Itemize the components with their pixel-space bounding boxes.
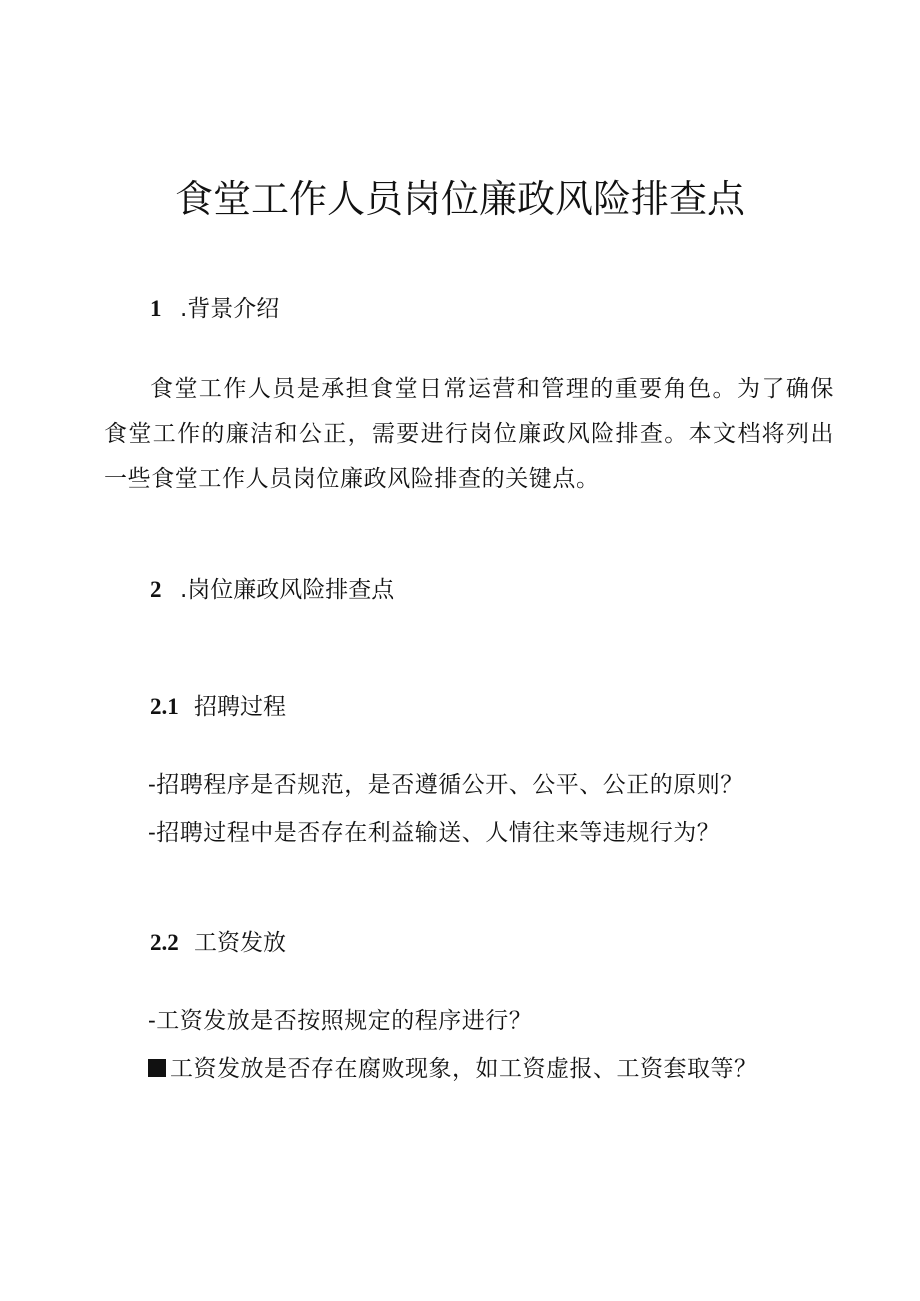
list-item-with-square-bullet: [148, 1052, 758, 1086]
subsection-number: 2.2: [150, 930, 179, 955]
section-number: 2: [150, 577, 162, 602]
document-title: 食堂工作人员岗位廉政风险排查点: [174, 177, 745, 221]
section-heading-background: [150, 292, 279, 326]
section-title: .背景介绍: [180, 296, 280, 322]
list-item: -招聘过程中是否存在利益输送、人情往来等违规行为？: [148, 820, 721, 846]
subsection-title: 工资发放: [194, 930, 286, 956]
list-item-text: 工资发放是否存在腐败现象，如工资虚报、工资套取等？: [170, 1056, 758, 1082]
subsection-number: 2.1: [150, 694, 179, 719]
background-paragraph: 食堂工作人员是承担食堂日常运营和管理的重要角色。为了确保食堂工作的廉洁和公正，需要进行岗位廉政风险排查。本文档将列出一些食堂工作人员岗位廉政风险排查的关键点。: [104, 376, 834, 492]
list-item: -工资发放是否按照规定的程序进行？: [148, 1008, 533, 1034]
section-number: 1: [150, 296, 162, 321]
square-bullet-icon: [148, 1059, 166, 1077]
section-title: .岗位廉政风险排查点: [180, 577, 395, 603]
list-item: -招聘程序是否规范，是否遵循公开、公平、公正的原则？: [148, 772, 744, 798]
subsection-heading-recruitment: [150, 690, 286, 724]
subsection-title: 招聘过程: [194, 694, 286, 720]
section-heading-risk-points: [150, 573, 394, 607]
subsection-heading-salary: [150, 926, 286, 960]
